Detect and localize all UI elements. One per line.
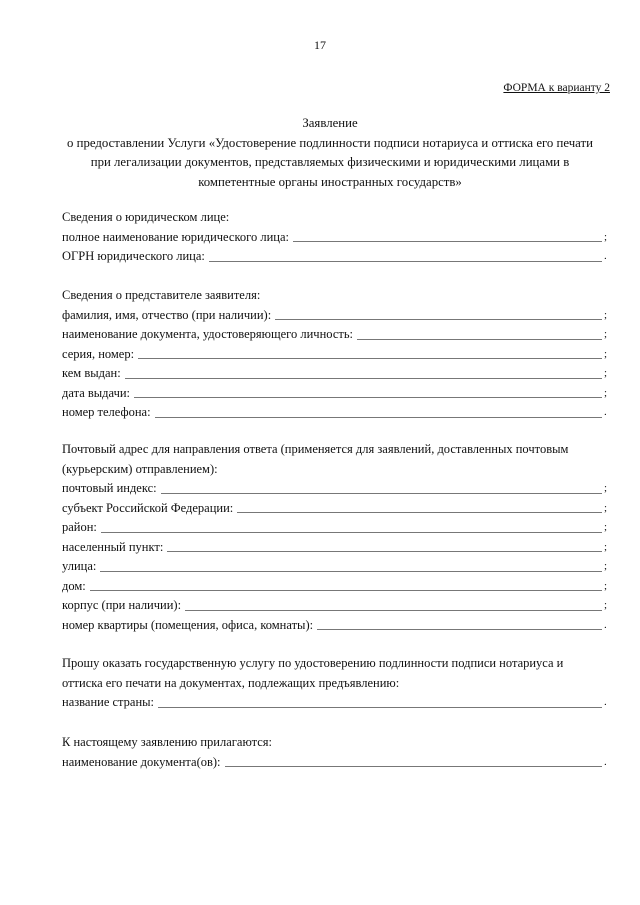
blank-input-line[interactable] <box>317 628 602 630</box>
blank-input-line[interactable] <box>138 357 602 359</box>
form-field-full-name[interactable] <box>62 228 608 248</box>
blank-input-line[interactable] <box>158 706 602 708</box>
form-field-id-document[interactable] <box>62 325 608 345</box>
blank-input-line[interactable] <box>125 377 602 379</box>
section-heading: Сведения о юридическом лице: <box>62 210 230 224</box>
blank-input-line[interactable] <box>185 609 602 611</box>
form-field-locality[interactable] <box>62 538 608 558</box>
field-label: улица: <box>62 559 97 573</box>
blank-input-line[interactable] <box>100 570 602 572</box>
blank-input-line[interactable] <box>225 765 602 767</box>
form-label: ФОРМА к варианту 2 <box>503 82 610 94</box>
title-line: при легализации документов, представляемых физическими и юридическими лицами в <box>90 155 570 169</box>
field-end: . <box>604 406 607 418</box>
form-field-street[interactable] <box>62 557 608 577</box>
blank-input-line[interactable] <box>357 338 602 340</box>
form-field-series-number[interactable] <box>62 345 608 365</box>
document-title <box>40 114 620 192</box>
field-end: ; <box>604 347 608 360</box>
field-end: ; <box>604 308 608 321</box>
field-label: населенный пункт: <box>62 539 164 554</box>
field-label: почтовый индекс: <box>62 481 157 495</box>
attachments-section <box>62 733 608 772</box>
blank-input-line[interactable] <box>134 396 602 398</box>
field-end: ; <box>604 367 608 379</box>
title-heading: Заявление <box>302 116 358 130</box>
field-label: дата выдачи: <box>62 385 131 400</box>
form-field-district[interactable] <box>62 518 608 538</box>
blank-input-line[interactable] <box>237 511 602 513</box>
section-heading: Сведения о представителе заявителя: <box>62 288 261 302</box>
field-end: ; <box>604 328 608 340</box>
field-label: наименование документа, удостоверяющего личность: <box>62 327 354 341</box>
field-end: ; <box>604 540 608 553</box>
field-label: дом: <box>62 578 86 593</box>
field-end: . <box>604 250 607 262</box>
field-end: ; <box>604 482 608 494</box>
section-heading: Почтовый адрес для направления ответа (применяется для заявлений, доставленных почтовым <box>62 442 569 456</box>
field-end: ; <box>604 386 608 399</box>
form-field-region[interactable] <box>62 499 608 519</box>
field-end: ; <box>604 579 608 592</box>
form-field-fio[interactable] <box>62 306 608 326</box>
postal-address-section <box>62 440 608 635</box>
page-number: 17 <box>314 38 326 52</box>
form-field-phone[interactable] <box>62 403 608 423</box>
field-end: . <box>604 696 607 708</box>
form-field-building[interactable] <box>62 596 608 616</box>
request-text-cont: оттиска его печати на документах, подлежащих предъявлению: <box>62 675 400 690</box>
field-label: номер квартиры (помещения, офиса, комнаты): <box>62 617 314 632</box>
form-field-house[interactable] <box>62 577 608 597</box>
field-label: номер телефона: <box>62 405 151 419</box>
field-end: ; <box>604 521 608 533</box>
section-heading: К настоящему заявлению прилагаются: <box>62 735 273 749</box>
title-line: компетентные органы иностранных государств» <box>198 174 462 189</box>
title-line: о предоставлении Услуги «Удостоверение подлинности подписи нотариуса и оттиска его печати <box>67 135 593 150</box>
field-label: полное наименование юридического лица: <box>62 229 289 244</box>
blank-input-line[interactable] <box>161 492 602 494</box>
section-heading-cont: (курьерским) отправлением): <box>62 461 218 476</box>
form-field-country[interactable] <box>62 693 608 713</box>
field-label: кем выдан: <box>62 366 121 380</box>
field-label: наименование документа(ов): <box>62 754 221 769</box>
field-label: фамилия, имя, отчество (при наличии): <box>62 307 272 322</box>
field-end: . <box>604 755 607 768</box>
blank-input-line[interactable] <box>155 416 602 418</box>
representative-section <box>62 286 608 423</box>
form-field-issued-by[interactable] <box>62 364 608 384</box>
request-text: Прошу оказать государственную услугу по удостоверению подлинности подписи нотариуса и <box>62 656 564 670</box>
blank-input-line[interactable] <box>275 318 602 320</box>
blank-input-line[interactable] <box>167 550 602 552</box>
blank-input-line[interactable] <box>101 531 602 533</box>
blank-input-line[interactable] <box>209 260 602 262</box>
blank-input-line[interactable] <box>90 589 602 591</box>
field-end: ; <box>604 230 608 243</box>
request-section <box>62 654 608 713</box>
field-end: . <box>604 618 607 631</box>
field-end: ; <box>604 599 608 611</box>
field-label: серия, номер: <box>62 346 135 361</box>
form-field-apartment[interactable] <box>62 616 608 636</box>
form-field-ogrn[interactable] <box>62 247 608 267</box>
field-label: район: <box>62 520 97 534</box>
field-label: субъект Российской Федерации: <box>62 500 234 515</box>
field-end: ; <box>604 501 608 514</box>
form-field-issue-date[interactable] <box>62 384 608 404</box>
form-field-documents[interactable] <box>62 753 608 773</box>
form-field-postal-code[interactable] <box>62 479 608 499</box>
field-label: корпус (при наличии): <box>62 598 182 612</box>
field-end: ; <box>604 560 608 572</box>
field-label: ОГРН юридического лица: <box>62 249 205 263</box>
legal-entity-section <box>62 208 608 267</box>
blank-input-line[interactable] <box>293 240 602 242</box>
field-label: название страны: <box>62 695 155 709</box>
